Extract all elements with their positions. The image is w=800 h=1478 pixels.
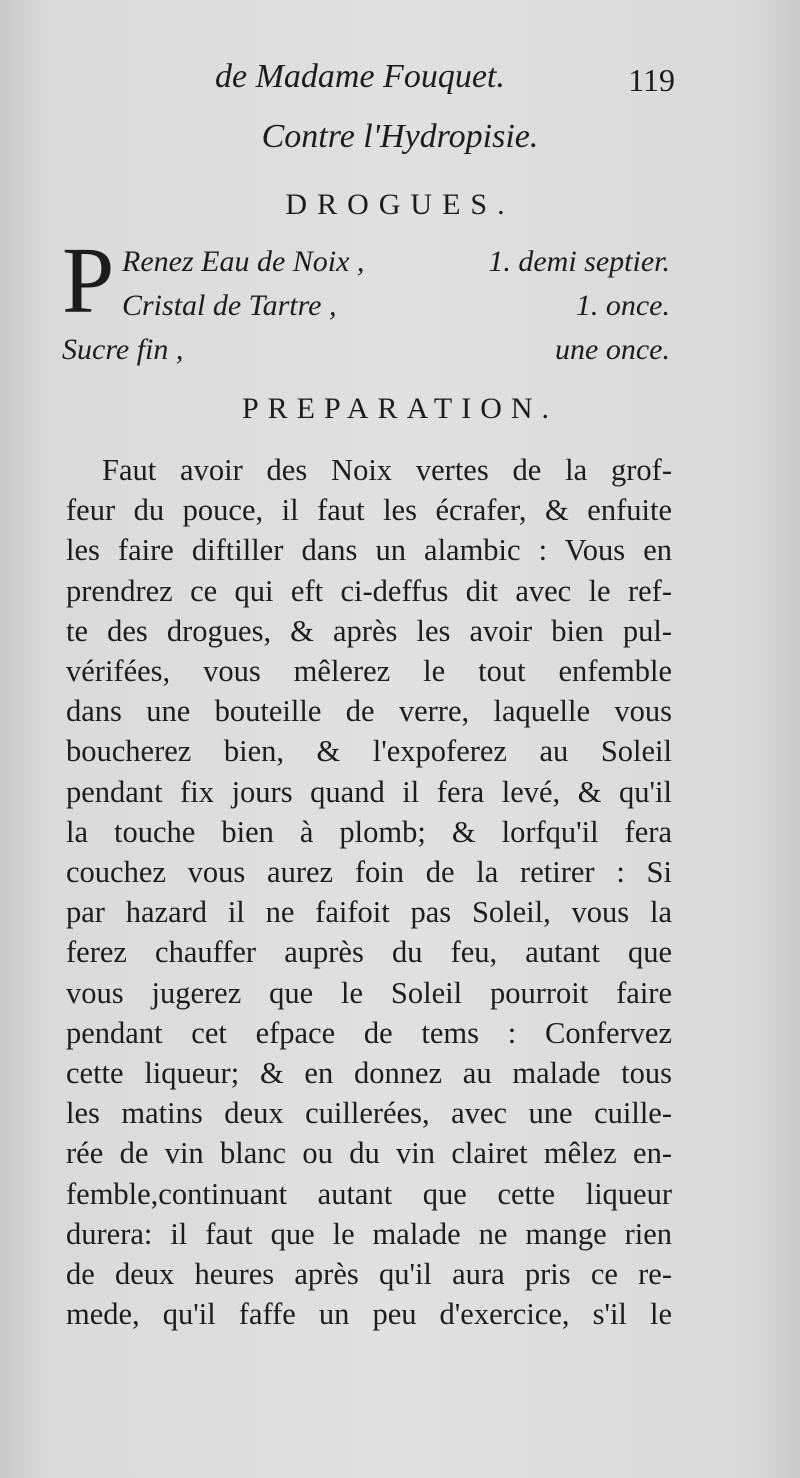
page-number: 119	[628, 62, 675, 98]
ingredient-row	[62, 284, 670, 328]
text-line: te des drogues, & après les avoir bien pul-	[66, 613, 672, 648]
ingredient-name: Sucre fin ,	[62, 333, 184, 366]
preparation-text	[66, 450, 672, 1334]
text-line: les matins deux cuillerées, avec une cuille-	[66, 1096, 672, 1131]
text-line: cette liqueur; & en donnez au malade tous	[66, 1056, 672, 1091]
text-line: vous jugerez que le Soleil pourroit faire	[66, 975, 672, 1010]
drogues-heading: DROGUES.	[285, 188, 515, 221]
ingredient-row	[62, 240, 670, 284]
ingredient-quantity: 1. demi septier.	[488, 245, 670, 278]
text-line: boucherez bien, & l'expoferez au Soleil	[66, 734, 672, 769]
text-line: Faut avoir des Noix vertes de la grof-	[102, 453, 672, 487]
text-line: pendant cet efpace de tems : Confervez	[66, 1015, 672, 1050]
page-header	[215, 58, 675, 108]
text-line: vérifées, vous mêlerez le tout enfemble	[66, 654, 672, 689]
preparation-heading: PREPARATION.	[241, 392, 559, 425]
ingredient-name: Cristal de Tartre ,	[122, 289, 337, 322]
drop-cap: P	[62, 229, 115, 333]
text-line: mede, qu'il faffe un peu d'exercice, s'il le	[66, 1297, 672, 1332]
text-line: rée de vin blanc ou du vin clairet mêlez en-	[66, 1136, 672, 1171]
ingredient-quantity: une once.	[555, 333, 670, 366]
running-title: de Madame Fouquet.	[215, 58, 505, 95]
ingredient-list	[62, 229, 670, 372]
section-title: Contre l'Hydropisie.	[261, 118, 539, 155]
ingredient-name: Renez Eau de Noix ,	[122, 245, 365, 278]
text-line: durera: il faut que le malade ne mange rien	[66, 1216, 672, 1251]
ingredient-quantity: 1. once.	[575, 289, 670, 322]
text-line: feur du pouce, il faut les écrafer, & enfuite	[66, 493, 672, 528]
text-line: dans une bouteille de verre, laquelle vous	[66, 694, 672, 729]
ingredient-row	[62, 328, 670, 372]
text-line: les faire diftiller dans un alambic : Vous en	[66, 533, 672, 568]
text-line: femble,continuant autant que cette liqueur	[66, 1176, 672, 1211]
text-line: par hazard il ne faifoit pas Soleil, vous la	[66, 895, 672, 930]
text-line: de deux heures après qu'il aura pris ce re-	[66, 1257, 672, 1292]
text-line: ferez chauffer auprès du feu, autant que	[66, 935, 672, 970]
text-line: pendant fix jours quand il fera levé, & qu'il	[66, 774, 672, 809]
text-line: la touche bien à plomb; & lorfqu'il fera	[66, 814, 672, 849]
text-line: couchez vous aurez foin de la retirer : Si	[66, 855, 672, 890]
text-line: prendrez ce qui eft ci-deffus dit avec le ref-	[66, 573, 672, 608]
